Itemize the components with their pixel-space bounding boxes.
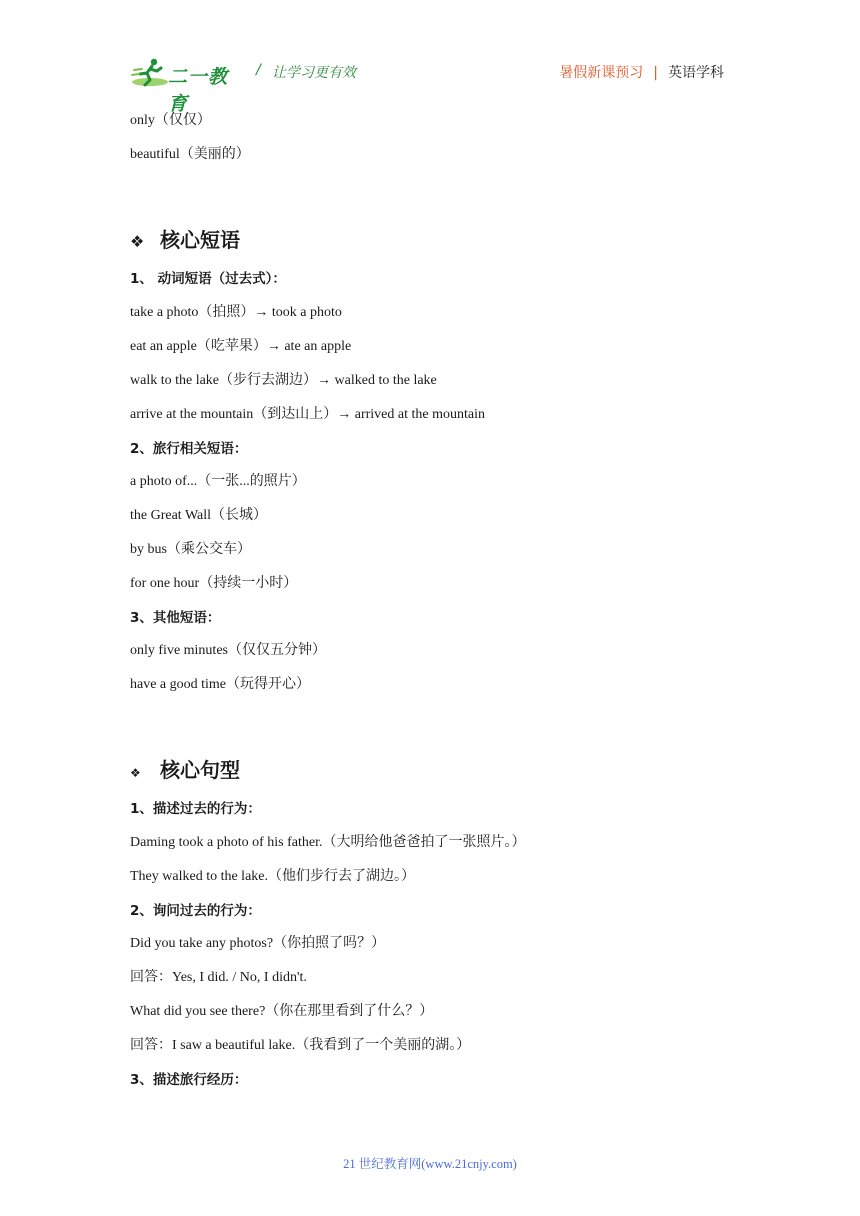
logo-text: 二一教育 bbox=[168, 66, 229, 115]
phrase-line: a photo of...（一张...的照片） bbox=[130, 474, 306, 489]
section-title: 核心句型 bbox=[160, 758, 240, 782]
phrase-line: take a photo（拍照）→ took a photo bbox=[130, 305, 342, 320]
brand-logo bbox=[130, 56, 240, 115]
phrase-line: eat an apple（吃苹果）→ ate an apple bbox=[130, 339, 352, 354]
course-label: 暑假新课预习 bbox=[559, 65, 644, 81]
section-heading-phrases bbox=[130, 228, 240, 254]
runner-logo-icon bbox=[130, 56, 170, 88]
subheading: 3、描述旅行经历： bbox=[130, 1072, 248, 1088]
subheading: 2、询问过去的行为： bbox=[130, 903, 261, 919]
sentence-line: 回答：Yes, I did. / No, I didn't. bbox=[130, 970, 307, 985]
phrase-line: by bus（乘公交车） bbox=[130, 542, 251, 557]
subheading: 1、描述过去的行为： bbox=[130, 801, 261, 817]
vocab-line: only（仅仅） bbox=[130, 113, 211, 128]
sentence-line: Did you take any photos?（你拍照了吗？） bbox=[130, 936, 386, 951]
diamond-bullet-icon: ❖ bbox=[130, 232, 145, 251]
phrase-line: walk to the lake（步行去湖边）→ walked to the lake bbox=[130, 373, 437, 388]
sentence-line: What did you see there?（你在那里看到了什么？） bbox=[130, 1004, 434, 1019]
subject-label: 英语学科 bbox=[668, 65, 724, 81]
phrase-line: arrive at the mountain（到达山上）→ arrived at the mountain bbox=[130, 407, 485, 422]
header-course-info bbox=[559, 62, 724, 82]
subheading: 2、旅行相关短语： bbox=[130, 441, 248, 457]
header-separator: | bbox=[653, 65, 658, 81]
slogan: 让学习更有效 bbox=[272, 65, 356, 81]
vocab-line: beautiful（美丽的） bbox=[130, 147, 250, 162]
phrase-line: only five minutes（仅仅五分钟） bbox=[130, 643, 326, 658]
phrase-line: for one hour（持续一小时） bbox=[130, 576, 298, 591]
section-title: 核心短语 bbox=[160, 228, 240, 252]
subheading: 1、 动词短语（过去式）： bbox=[130, 271, 286, 287]
phrase-line: have a good time（玩得开心） bbox=[130, 677, 311, 692]
phrase-line: the Great Wall（长城） bbox=[130, 508, 268, 523]
sentence-line: They walked to the lake.（他们步行去了湖边。） bbox=[130, 869, 416, 884]
slogan-separator: / bbox=[256, 62, 261, 78]
sentence-line: Daming took a photo of his father.（大明给他爸爸拍了一张照片。） bbox=[130, 835, 526, 850]
page-footer: 21 世纪教育网(www.21cnjy.com) bbox=[343, 1157, 517, 1171]
diamond-bullet-icon: ❖ bbox=[130, 766, 141, 780]
sentence-line: 回答：I saw a beautiful lake.（我看到了一个美丽的湖。） bbox=[130, 1038, 471, 1053]
subheading: 3、其他短语： bbox=[130, 610, 221, 626]
section-heading-sentences bbox=[130, 758, 240, 785]
page-header bbox=[130, 52, 730, 115]
